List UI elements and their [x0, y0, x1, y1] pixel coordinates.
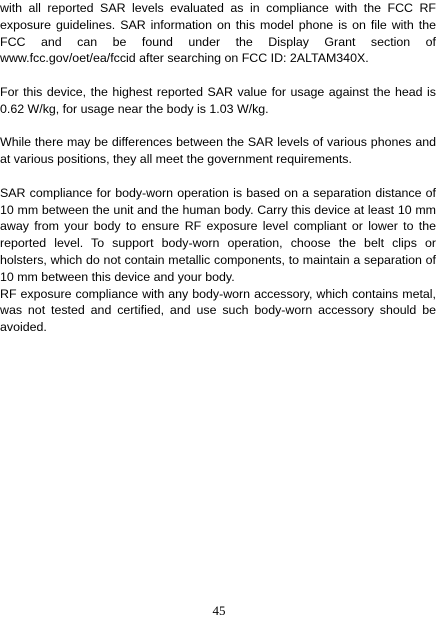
paragraph-sar-values: For this device, the highest reported SAR value for usage against the head is 0.62 W/kg, for usage near the body is 1.03 W/kg.: [0, 84, 436, 116]
paragraph-fcc-grant: with all reported SAR levels evaluated as in compliance with the FCC RF exposure guidelines. SAR information on this model phone is on file with the FCC and can be found under the Display Grant section of www.fcc.gov/oet/ea/fccid after searching on FCC ID: 2ALTAM340X.: [0, 1, 436, 66]
page-number: 45: [212, 603, 226, 618]
paragraph-body-worn-operation: SAR compliance for body-worn operation is based on a separation distance of 10 mm between the unit and the human body. Carry this device at least 10 mm away from your body to ensure RF exposure level compliant or lower to the reported level. To support body-worn operation, choose the belt clips or holsters, which do not contain metallic components, to maintain a separation of 10 mm between this device and your body.: [0, 185, 436, 284]
paragraph-sar-differences: While there may be differences between the SAR levels of various phones and at various positions, they all meet the government requirements.: [0, 135, 436, 167]
paragraph-body-worn-accessory: RF exposure compliance with any body-worn accessory, which contains metal, was not tested and certified, and use such body-worn accessory should be avoided.: [0, 286, 436, 335]
